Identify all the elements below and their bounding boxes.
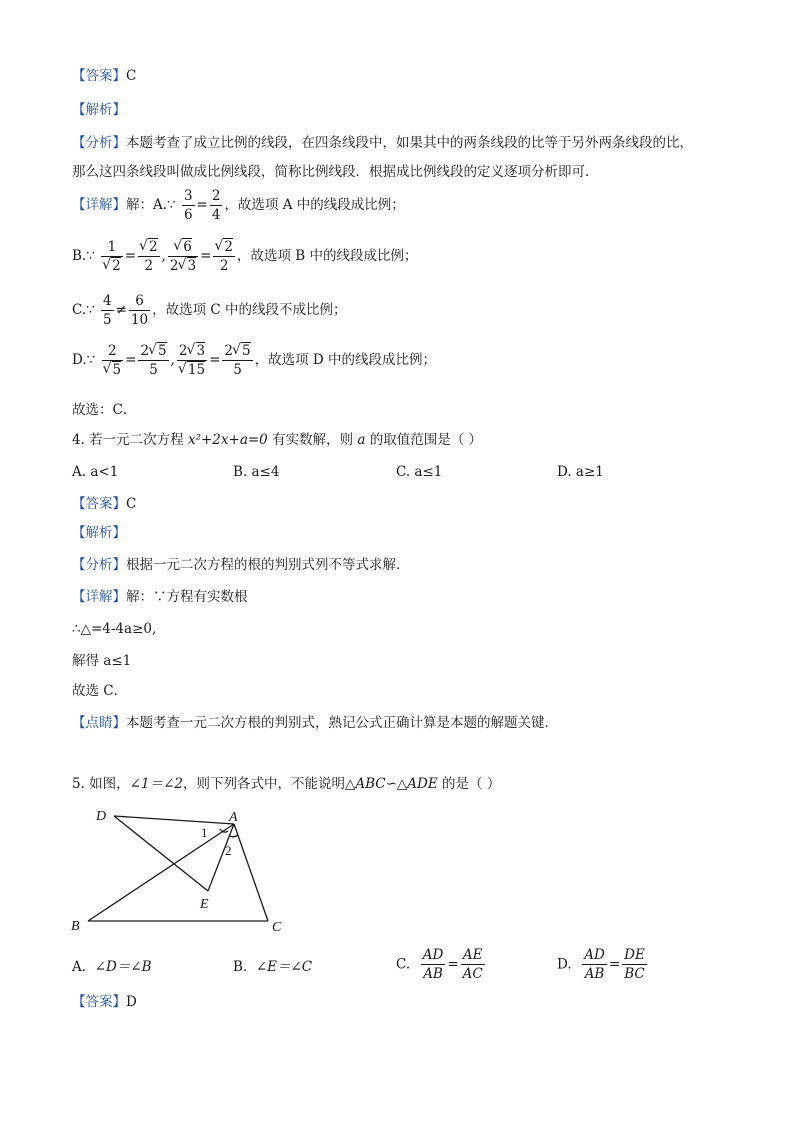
equals-sign: = <box>124 248 137 264</box>
answer-value: D <box>126 994 137 1010</box>
label-A: A <box>229 810 238 825</box>
q5-stem-middle: ，则下列各式中，不能说明 <box>182 776 345 792</box>
equals-sign: = <box>196 197 208 213</box>
answer-tag: 【答案】 <box>72 994 126 1010</box>
q3-answer-line <box>72 66 136 86</box>
detail-text-3: 解得 a≤1 <box>72 653 132 669</box>
label-angle-2: 2 <box>225 843 232 858</box>
segment-DA <box>114 816 234 824</box>
option-b-prefix: B.∵ <box>72 248 95 264</box>
detail-tag: 【详解】 <box>72 589 126 605</box>
fraction-1-sqrt2: 1 √ 2 <box>101 238 123 275</box>
fraction-4-5: $\frac{4}{5}$ <box>103 293 112 328</box>
analysis-tag: 【解析】 <box>72 102 126 118</box>
q5-stem-suffix: 的是（ ） <box>437 776 501 792</box>
q5-option-c: C. $\frac{AD}{AB}$ = $\frac{AE}{AC}$ <box>396 947 483 982</box>
comment-text: 本题考查一元二次方根的判别式，熟记公式正确计算是本题的解题关键． <box>126 715 558 731</box>
comment-tag: 【点睛】 <box>72 715 126 731</box>
q5-stem <box>72 774 500 794</box>
q4-option-b: B. a≤4 <box>233 464 280 480</box>
angle-2-arc <box>230 835 238 837</box>
option-c-suffix: ，故选项 C 中的线段不成比例； <box>152 302 347 318</box>
q3-detail-c <box>72 292 347 329</box>
option-a-prefix: 解：A.∵ <box>126 197 176 213</box>
equals-sign: = <box>209 352 221 368</box>
not-equal-sign: ≠ <box>115 302 127 318</box>
detail-text-1: 解：∵方程有实数根 <box>126 589 248 605</box>
conclusion-text: 故选 C． <box>72 683 128 699</box>
segment-DE <box>114 816 208 891</box>
q4-option-d: D. a≥1 <box>557 464 604 480</box>
option-a-suffix: ，故选项 A 中的线段成比例； <box>224 197 405 213</box>
q3-detail-a <box>72 187 405 224</box>
label-B: B <box>71 919 80 934</box>
segment-BA <box>88 824 234 921</box>
q4-stem-middle: 有实数解，则 <box>267 432 358 448</box>
fraction-sqrt2-2: √ $\frac{2}{2}$ <box>138 238 160 275</box>
equals-sign: = <box>200 248 212 264</box>
q4-option-a: A. a<1 <box>72 464 119 480</box>
q3-analysis-heading <box>72 100 126 120</box>
answer-tag: 【答案】 <box>72 496 126 512</box>
q4-detail-2 <box>72 619 156 639</box>
fraction-2sqrt5-5b: $\frac{2√ 5}{5}$ <box>222 342 252 379</box>
q3-conclusion <box>72 400 136 420</box>
fraction-2-sqrt5: 2 √ 5 <box>102 342 124 379</box>
fraction-3-6: $\frac{3}{6}$ <box>183 188 193 223</box>
q4-stem-suffix: 的取值范围是（ ） <box>365 432 483 448</box>
analysis-tag: 【解析】 <box>72 525 126 541</box>
fraction-6-10: $\frac{6}{10}$ <box>130 293 149 328</box>
q4-analysis-heading <box>72 523 126 543</box>
answer-value: C <box>126 68 137 84</box>
label-C: C <box>272 920 282 935</box>
q4-fenxi <box>72 555 410 575</box>
label-angle-1: 1 <box>201 825 208 840</box>
q5-option-a: A. ∠D＝∠B <box>72 959 152 975</box>
fraction-2sqrt3-sqrt15: 2√ 3 √ 15 <box>177 342 207 379</box>
fenxi-text-1: 本题考查了成立比例的线段，在四条线段中，如果其中的两条线段的比等于另外两条线段的比， <box>126 135 693 151</box>
q4-option-c: C. a≤1 <box>396 464 443 480</box>
q4-conclusion <box>72 681 127 701</box>
option-d-prefix: D.∵ <box>72 352 96 368</box>
q5-stem-prefix: 5. 如图， <box>72 776 130 792</box>
fenxi-text-2: 那么这四条线段叫做成比例线段，简称比例线段．根据成比例线段的定义逐项分析即可. <box>72 164 590 180</box>
q4-answer-line <box>72 494 136 514</box>
option-d-suffix: ，故选项 D 中的线段成比例； <box>254 352 437 368</box>
fraction-2sqrt5-5: $\frac{2√ 5}{5}$ <box>138 342 168 379</box>
q3-detail-d <box>72 342 436 379</box>
option-c-prefix: C.∵ <box>72 302 95 318</box>
q5-option-d: D. $\frac{AD}{AB}$ = $\frac{DE}{BC}$ <box>557 947 645 982</box>
answer-value: C <box>126 496 137 512</box>
detail-tag: 【详解】 <box>72 197 126 213</box>
q3-fenxi-line2 <box>72 162 589 182</box>
equals-sign: = <box>125 352 137 368</box>
q5-answer-line <box>72 992 137 1012</box>
q4-detail-3 <box>72 651 131 671</box>
fenxi-tag: 【分析】 <box>72 135 126 151</box>
q4-equation: x²+2x+a=0 <box>187 432 268 448</box>
q4-var: a <box>357 432 366 448</box>
q5-triangles: △ABC∽△ADE <box>344 776 438 792</box>
geometry-figure <box>60 800 300 940</box>
comma: , <box>170 352 175 368</box>
q4-comment <box>72 713 558 733</box>
fenxi-text: 根据一元二次方程的根的判别式列不等式求解． <box>126 557 410 573</box>
detail-text-2: ∴△=4-4a≥0, <box>72 621 157 637</box>
label-D: D <box>96 809 107 824</box>
fraction-2-4: $\frac{2}{4}$ <box>211 188 221 223</box>
fenxi-tag: 【分析】 <box>72 557 126 573</box>
q4-detail-1 <box>72 587 248 607</box>
q3-detail-b <box>72 238 418 275</box>
q3-fenxi-line1 <box>72 133 693 153</box>
segment-AC <box>234 824 268 921</box>
q5-angles: ∠1＝∠2 <box>129 776 183 792</box>
comma: , <box>161 248 166 264</box>
answer-tag: 【答案】 <box>72 68 126 84</box>
q4-stem <box>72 430 482 450</box>
fraction-sqrt6-2sqrt3: √ $\frac{6}{2√ 3}$ <box>168 238 198 275</box>
q5-option-b: B. ∠E＝∠C <box>233 959 313 975</box>
label-E: E <box>200 897 209 912</box>
q4-stem-prefix: 4. 若一元二次方程 <box>72 432 188 448</box>
fraction-sqrt2-2b: √ $\frac{2}{2}$ <box>213 238 235 275</box>
option-b-suffix: ，故选项 B 中的线段成比例； <box>237 248 418 264</box>
conclusion-text: 故选：C． <box>72 402 137 418</box>
